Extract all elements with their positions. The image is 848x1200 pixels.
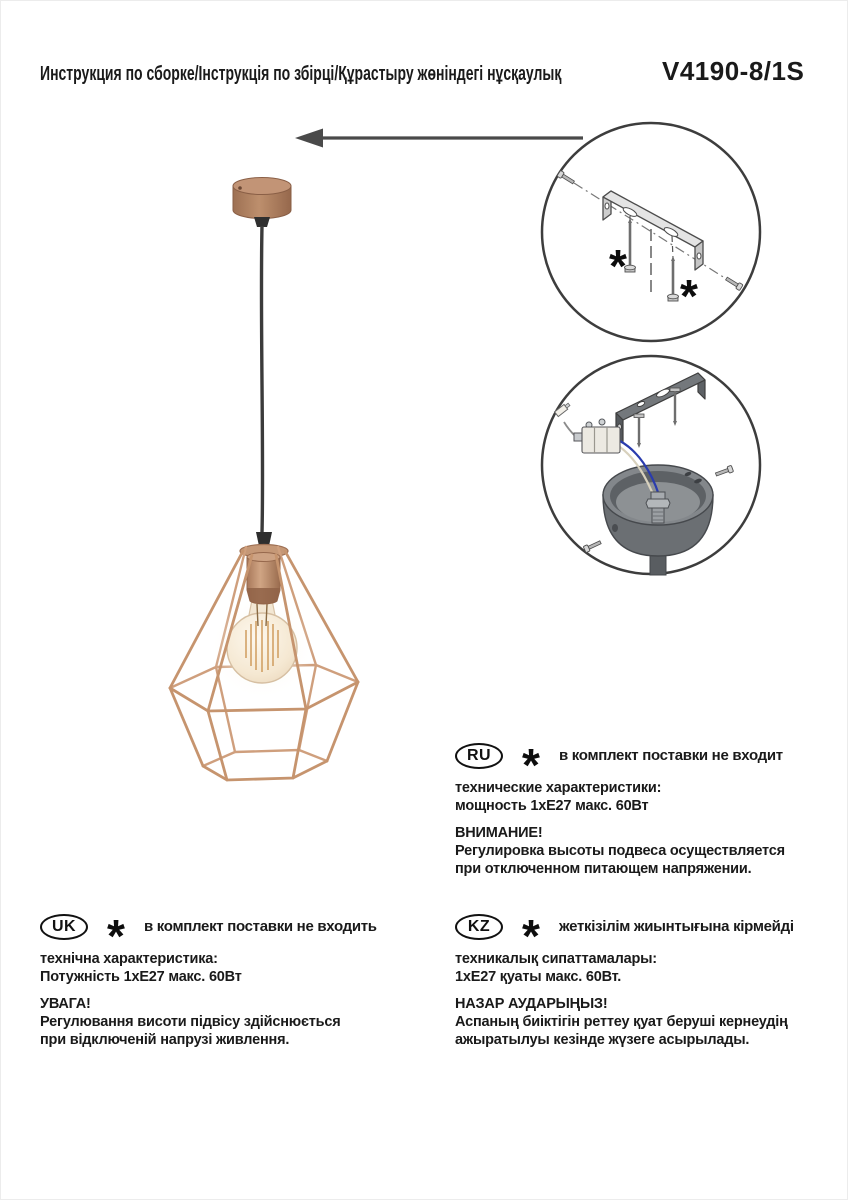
suspension-cable <box>261 226 262 533</box>
warning-line-2: ажыратылуы кезінде жүзеге асырылады. <box>455 1032 750 1048</box>
page-title <box>40 56 804 87</box>
not-included-star-icon: * <box>107 910 125 962</box>
warning-line-1: Регулировка высоты подвеса осуществляется <box>455 843 785 859</box>
warning-line-1: Регулювання висоти підвісу здійснюється <box>40 1014 341 1030</box>
lamp-canopy <box>233 178 291 228</box>
cord-grip <box>254 217 270 227</box>
not-included-star-icon: * <box>609 240 627 292</box>
model-number: V4190-8/1S <box>662 56 805 86</box>
pendant-lamp-illustration <box>40 160 480 820</box>
specs-value: 1хЕ27 қуаты макс. 60Вт. <box>455 969 622 985</box>
bulb-filament <box>246 620 278 672</box>
warning-title: НАЗАР АУДАРЫҢЫЗ! <box>455 996 608 1012</box>
not-included-star-icon: * <box>522 739 540 791</box>
detail-circle-canopy-wiring <box>538 353 764 579</box>
language-badge-kz: KZ <box>455 914 503 940</box>
warning-line-1: Аспаның биіктігін реттеу қуат беруші кернеудің <box>455 1014 788 1030</box>
not-included-note: в комплект поставки не входить <box>144 918 377 935</box>
language-badge-ru: RU <box>455 743 503 769</box>
specs-title: технические характеристики: <box>455 780 662 796</box>
warning-line-2: при отключенном питающем напряжении. <box>455 861 752 877</box>
not-included-note: в комплект поставки не входит <box>559 747 783 764</box>
canopy-screw-dot <box>238 186 242 190</box>
warning-title: УВАГА! <box>40 996 91 1012</box>
section-ru <box>455 739 847 878</box>
language-badge-uk: UK <box>40 914 88 940</box>
warning-title: ВНИМАНИЕ! <box>455 825 543 841</box>
warning-line-2: при відключеній напрузі живлення. <box>40 1032 290 1048</box>
section-kz <box>455 910 847 1049</box>
not-included-star-icon: * <box>680 270 698 322</box>
section-uk <box>40 910 432 1049</box>
not-included-note: жеткізілім жиынтығына кірмейді <box>559 918 794 935</box>
specs-value: Потужність 1хЕ27 макс. 60Вт <box>40 969 242 985</box>
detail-circle-mounting-bracket <box>538 119 764 345</box>
not-included-star-icon: * <box>522 910 540 962</box>
canopy-side-hole <box>612 524 618 532</box>
title-text: Инструкция по сборке/Інструкція по збірці/Құрастыру жөніндегі нұсқаулық <box>40 63 562 85</box>
specs-title: техникалық сипаттамалары: <box>455 951 657 967</box>
specs-title: технічна характеристика: <box>40 951 218 967</box>
specs-value: мощность 1хЕ27 макс. 60Вт <box>455 798 649 814</box>
